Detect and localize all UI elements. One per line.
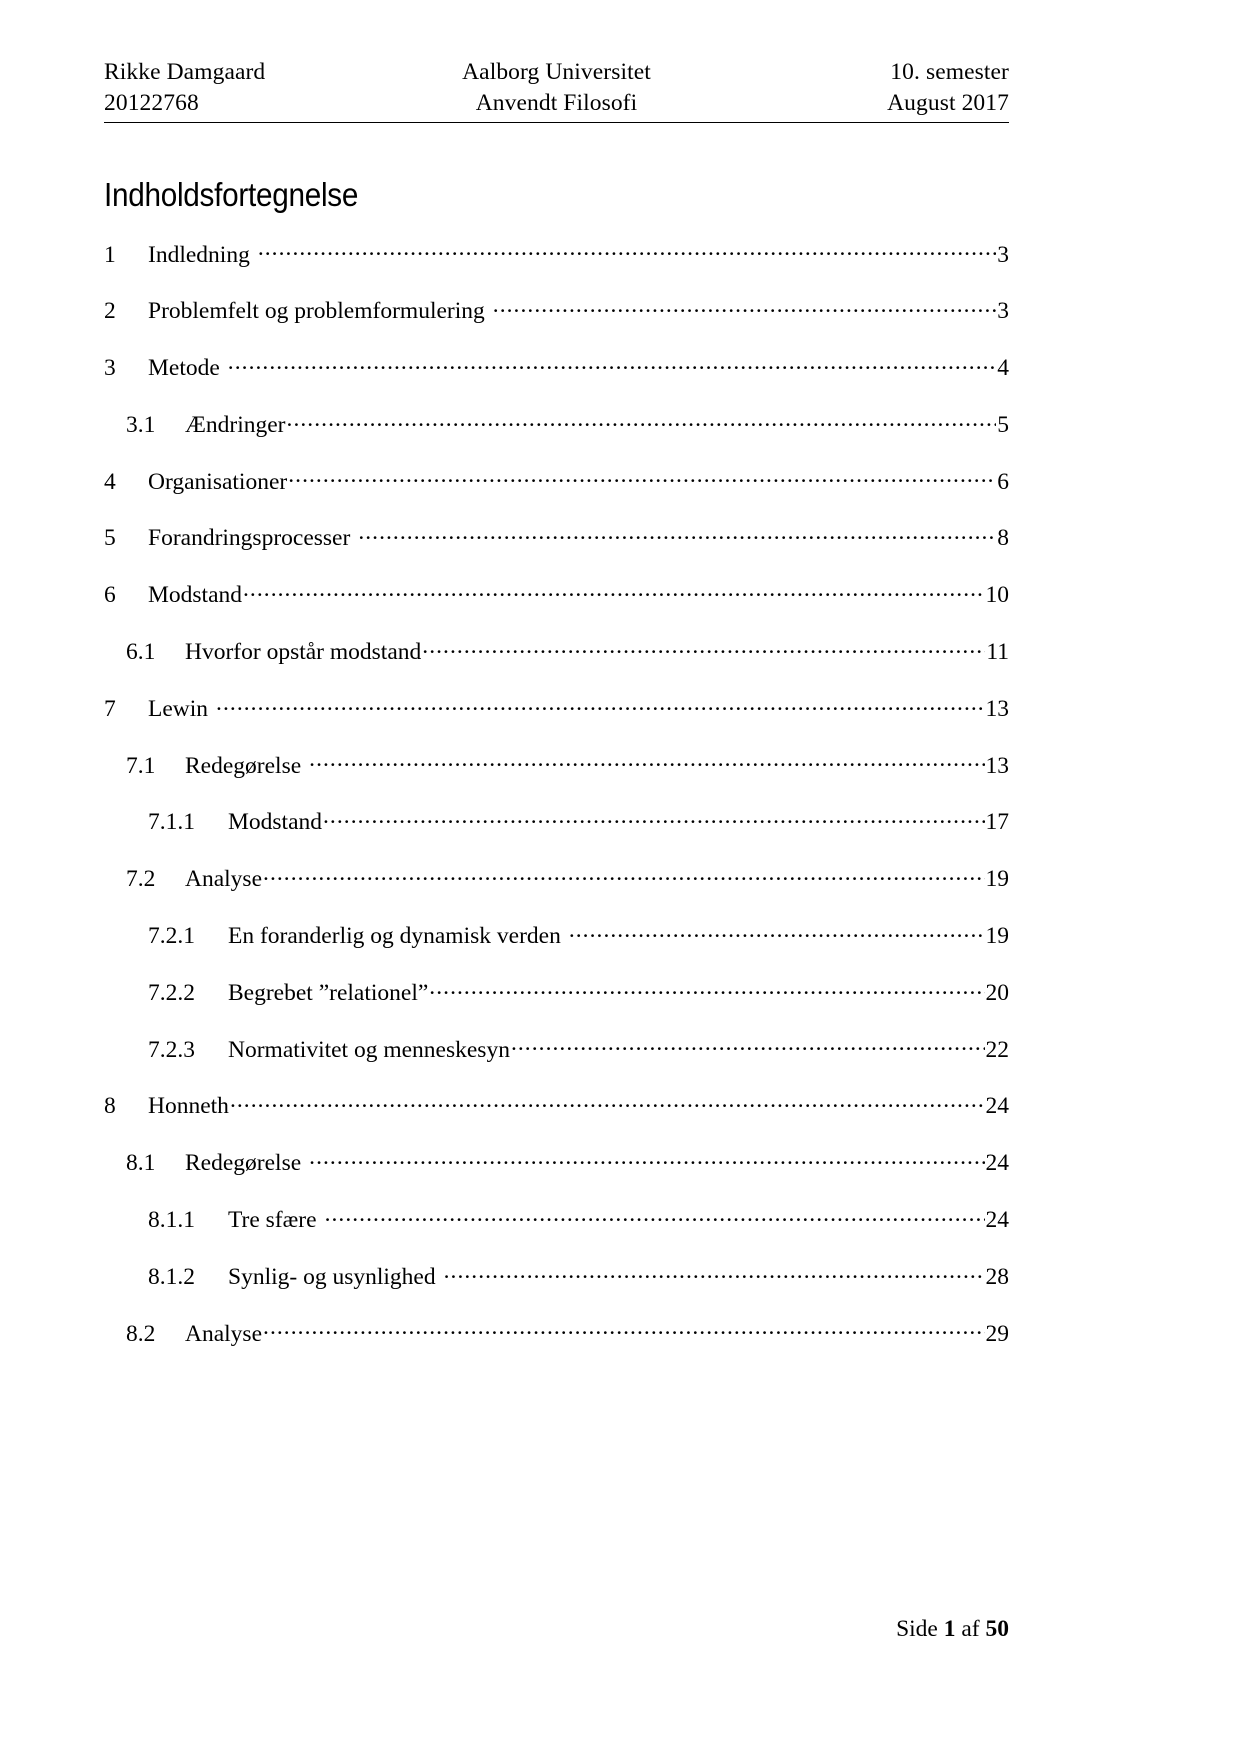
toc-entry-number: 2 [104, 298, 116, 325]
toc-entry-label: Problemfelt og problemformulering [148, 298, 485, 325]
toc-entry-number: 6.1 [126, 639, 156, 666]
toc-entry[interactable] [104, 579, 1009, 611]
toc-entry-page-number: 20 [985, 979, 1009, 1006]
toc-entry-label: Redegørelse [185, 752, 302, 779]
toc-dot-leader [230, 1090, 985, 1114]
toc-entry-label: Analyse [185, 866, 263, 893]
toc-entry-label: Hvorfor opstår modstand [185, 639, 422, 666]
toc-entry-page-number: 3 [997, 241, 1009, 268]
toc-entry-page-number: 4 [997, 355, 1009, 382]
toc-entry-page-number: 5 [997, 411, 1009, 438]
toc-dot-leader [511, 1033, 985, 1057]
document-header [104, 57, 1009, 123]
toc-entry-label: Modstand [148, 582, 242, 609]
toc-entry[interactable] [104, 522, 1009, 554]
toc-dot-leader [309, 749, 984, 773]
toc-entry[interactable] [104, 749, 1009, 781]
toc-entry-page-number: 10 [985, 582, 1009, 609]
toc-entry-number: 7 [104, 695, 116, 722]
toc-entry[interactable] [104, 465, 1009, 497]
toc-dot-leader [263, 863, 984, 887]
toc-dot-leader [288, 465, 996, 489]
toc-entry-number: 7.1.1 [148, 809, 195, 836]
toc-entry-page-number: 8 [997, 525, 1009, 552]
footer-page-number: 1 [943, 1616, 956, 1642]
toc-entry-number: 8.1 [126, 1150, 156, 1177]
footer-total-pages: 50 [985, 1616, 1009, 1642]
toc-entry-page-number: 24 [985, 1207, 1009, 1234]
toc-entry[interactable] [104, 692, 1009, 724]
header-date: August 2017 [887, 90, 1009, 117]
toc-entry-number: 7.2.1 [148, 923, 195, 950]
header-programme: Anvendt Filosofi [475, 90, 638, 117]
toc-entry-page-number: 13 [985, 752, 1009, 779]
header-university: Aalborg Universitet [462, 59, 651, 85]
toc-entry-label: Modstand [228, 809, 322, 836]
toc-entry[interactable] [104, 238, 1009, 270]
toc-entry[interactable] [104, 636, 1009, 668]
toc-entry-label: Redegørelse [185, 1150, 302, 1177]
toc-entry-number: 4 [104, 468, 116, 495]
table-of-contents [104, 238, 1009, 1374]
toc-entry[interactable] [104, 806, 1009, 838]
toc-entry-number: 3 [104, 355, 116, 382]
toc-entry[interactable] [104, 1260, 1009, 1292]
toc-entry-number: 7.2.3 [148, 1036, 195, 1063]
toc-entry-page-number: 17 [985, 809, 1009, 836]
toc-entry-label: Analyse [185, 1320, 263, 1347]
toc-entry-number: 8 [104, 1093, 116, 1120]
toc-entry[interactable] [104, 352, 1009, 384]
toc-entry-label: Organisationer [148, 468, 288, 495]
toc-dot-leader [493, 295, 996, 319]
footer-prefix: Side [896, 1616, 944, 1642]
toc-entry-number: 1 [104, 241, 116, 268]
toc-dot-leader [263, 1317, 984, 1341]
toc-dot-leader [243, 579, 985, 603]
toc-entry[interactable] [104, 1090, 1009, 1122]
toc-entry-page-number: 28 [985, 1263, 1009, 1290]
toc-entry-label: Forandringsprocesser [148, 525, 351, 552]
toc-entry-page-number: 24 [985, 1093, 1009, 1120]
toc-dot-leader [422, 636, 985, 660]
toc-dot-leader [358, 522, 996, 546]
toc-entry-page-number: 11 [986, 639, 1009, 666]
toc-entry-number: 8.1.2 [148, 1263, 195, 1290]
toc-entry-number: 7.2 [126, 866, 156, 893]
toc-dot-leader [228, 352, 996, 376]
toc-entry-label: En foranderlig og dynamisk verden [228, 923, 561, 950]
toc-dot-leader [444, 1260, 985, 1284]
toc-dot-leader [309, 1147, 984, 1171]
header-row-2 [104, 88, 1009, 119]
toc-entry-label: Tre sfære [228, 1207, 317, 1234]
toc-entry[interactable] [104, 1147, 1009, 1179]
toc-entry[interactable] [104, 976, 1009, 1008]
toc-entry-number: 5 [104, 525, 116, 552]
footer-middle: af [955, 1616, 986, 1642]
toc-entry-number: 7.2.2 [148, 979, 195, 1006]
page-title: Indholdsfortegnelse [104, 176, 359, 213]
toc-entry-number: 7.1 [126, 752, 156, 779]
toc-entry-label: Ændringer [185, 411, 286, 438]
toc-entry-label: Synlig- og usynlighed [228, 1263, 436, 1290]
toc-entry[interactable] [104, 408, 1009, 440]
header-semester: 10. semester [890, 59, 1009, 85]
toc-entry[interactable] [104, 920, 1009, 952]
toc-dot-leader [258, 238, 996, 262]
toc-entry-label: Begrebet ”relationel” [228, 979, 429, 1006]
toc-entry-label: Lewin [148, 695, 209, 722]
document-footer [104, 1615, 1009, 1643]
toc-entry-number: 8.2 [126, 1320, 156, 1347]
toc-dot-leader [429, 976, 984, 1000]
toc-entry-label: Honneth [148, 1093, 229, 1120]
toc-entry-page-number: 6 [997, 468, 1009, 495]
toc-dot-leader [216, 692, 984, 716]
toc-entry[interactable] [104, 1317, 1009, 1349]
toc-entry-page-number: 19 [985, 866, 1009, 893]
toc-entry[interactable] [104, 1033, 1009, 1065]
toc-entry-page-number: 22 [985, 1036, 1009, 1063]
toc-entry-label: Indledning [148, 241, 250, 268]
toc-entry-page-number: 29 [985, 1320, 1009, 1347]
toc-entry-number: 8.1.1 [148, 1207, 195, 1234]
toc-entry-page-number: 24 [985, 1150, 1009, 1177]
toc-entry[interactable] [104, 1204, 1009, 1236]
toc-entry-number: 3.1 [126, 411, 156, 438]
toc-dot-leader [569, 920, 985, 944]
toc-entry-label: Normativitet og menneskesyn [228, 1036, 510, 1063]
toc-dot-leader [287, 408, 997, 432]
toc-entry-label: Metode [148, 355, 220, 382]
toc-entry-number: 6 [104, 582, 116, 609]
toc-entry-page-number: 13 [985, 695, 1009, 722]
toc-dot-leader [323, 806, 985, 830]
header-student-id: 20122768 [104, 90, 199, 117]
toc-entry[interactable] [104, 863, 1009, 895]
header-row-1 [104, 57, 1009, 88]
toc-entry-page-number: 3 [997, 298, 1009, 325]
toc-entry-page-number: 19 [985, 923, 1009, 950]
toc-dot-leader [325, 1204, 985, 1228]
toc-entry[interactable] [104, 295, 1009, 327]
header-author: Rikke Damgaard [104, 59, 266, 85]
